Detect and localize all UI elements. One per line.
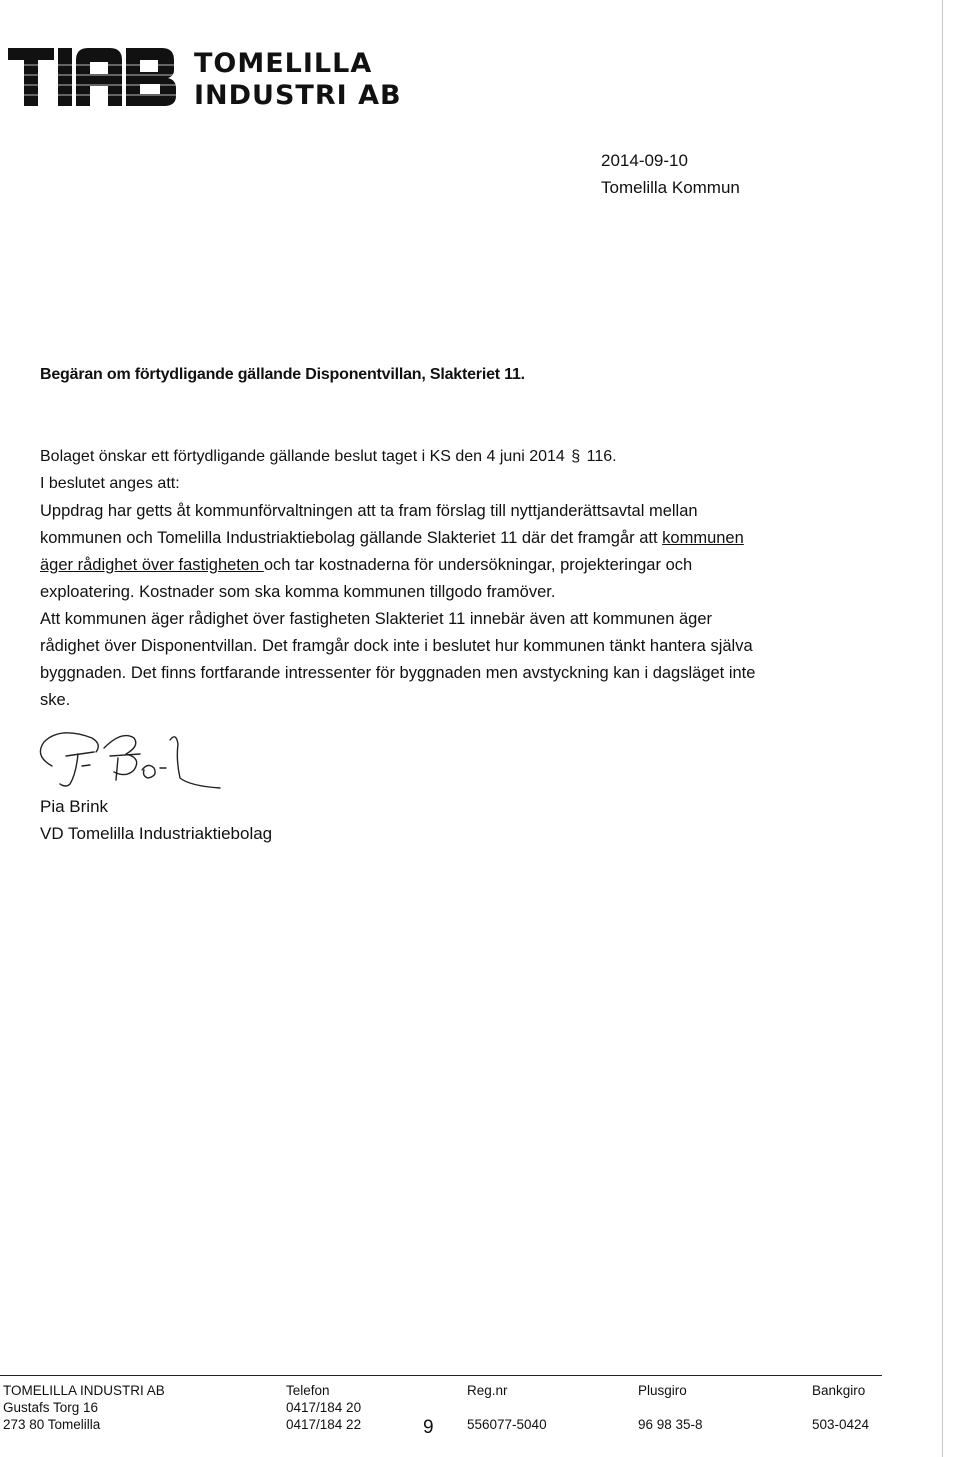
body-line-8: rådighet över Disponentvillan. Det framgår dock inte i beslutet hur kommunen tänkt hantera själva xyxy=(40,637,753,655)
handwritten-signature xyxy=(30,718,260,808)
footer-reg-label: Reg.nr xyxy=(467,1383,508,1398)
body-line-4 xyxy=(40,529,744,547)
body-line-2: I beslutet anges att: xyxy=(40,475,180,492)
footer-divider xyxy=(0,1375,882,1376)
page-number: 9 xyxy=(423,1417,434,1438)
svg-text:TOMELILLA: TOMELILLA xyxy=(194,48,373,79)
body-line-1 xyxy=(40,448,617,466)
svg-text:INDUSTRI AB: INDUSTRI AB xyxy=(194,80,402,110)
signer-title: VD Tomelilla Industriaktiebolag xyxy=(40,824,273,843)
body-line-1-ref: 116. xyxy=(586,448,617,465)
footer-reg-value: 556077-5040 xyxy=(467,1417,547,1432)
body-line-7: Att kommunen äger rådighet över fastigheten Slakteriet 11 innebär även att kommunen äger xyxy=(40,610,713,628)
signer-name: Pia Brink xyxy=(40,797,109,816)
body-line-5 xyxy=(40,556,692,574)
body-line-9: byggnaden. Det finns fortfarande intressenter för byggnaden men avstyckning kan i dagsläget inte xyxy=(40,664,756,682)
letter-date: 2014-09-10 xyxy=(601,151,688,170)
footer-bankgiro-label: Bankgiro xyxy=(812,1383,866,1398)
footer-phone-number-2: 0417/184 22 xyxy=(286,1417,362,1432)
underlined-phrase-start: kommunen xyxy=(662,529,744,547)
section-sign: § xyxy=(571,448,581,465)
body-line-5-text: och tar kostnaderna för undersökningar, projekteringar och xyxy=(263,556,693,574)
underlined-phrase-end: äger rådighet över fastigheten xyxy=(40,556,264,574)
body-line-6: exploatering. Kostnader som ska komma kommunen tillgodo framöver. xyxy=(40,583,556,601)
letter-subject: Begäran om förtydligande gällande Disponentvillan, Slakteriet 11. xyxy=(40,366,525,383)
letter-recipient: Tomelilla Kommun xyxy=(601,178,740,197)
footer-company-name: TOMELILLA INDUSTRI AB xyxy=(3,1383,165,1398)
footer-bankgiro-value: 503-0424 xyxy=(812,1417,870,1432)
body-line-1-text: Bolaget önskar ett förtydligande gällande beslut taget i KS den 4 juni 2014 xyxy=(40,448,565,465)
company-logo xyxy=(8,40,408,110)
footer-plusgiro-label: Plusgiro xyxy=(638,1383,687,1398)
footer-phone-label: Telefon xyxy=(286,1383,330,1398)
footer-phone-number-1: 0417/184 20 xyxy=(286,1400,362,1415)
page-edge-line xyxy=(942,0,943,1457)
footer-company-street: Gustafs Torg 16 xyxy=(3,1400,99,1415)
footer-plusgiro-value: 96 98 35-8 xyxy=(638,1417,703,1432)
body-line-4-text: kommunen och Tomelilla Industriaktiebolag gällande Slakteriet 11 där det framgår att xyxy=(40,529,663,547)
footer-company-city: 273 80 Tomelilla xyxy=(3,1417,101,1432)
body-line-10: ske. xyxy=(40,691,71,709)
body-line-3: Uppdrag har getts åt kommunförvaltningen att ta fram förslag till nyttjanderättsavtal mellan xyxy=(40,502,698,520)
